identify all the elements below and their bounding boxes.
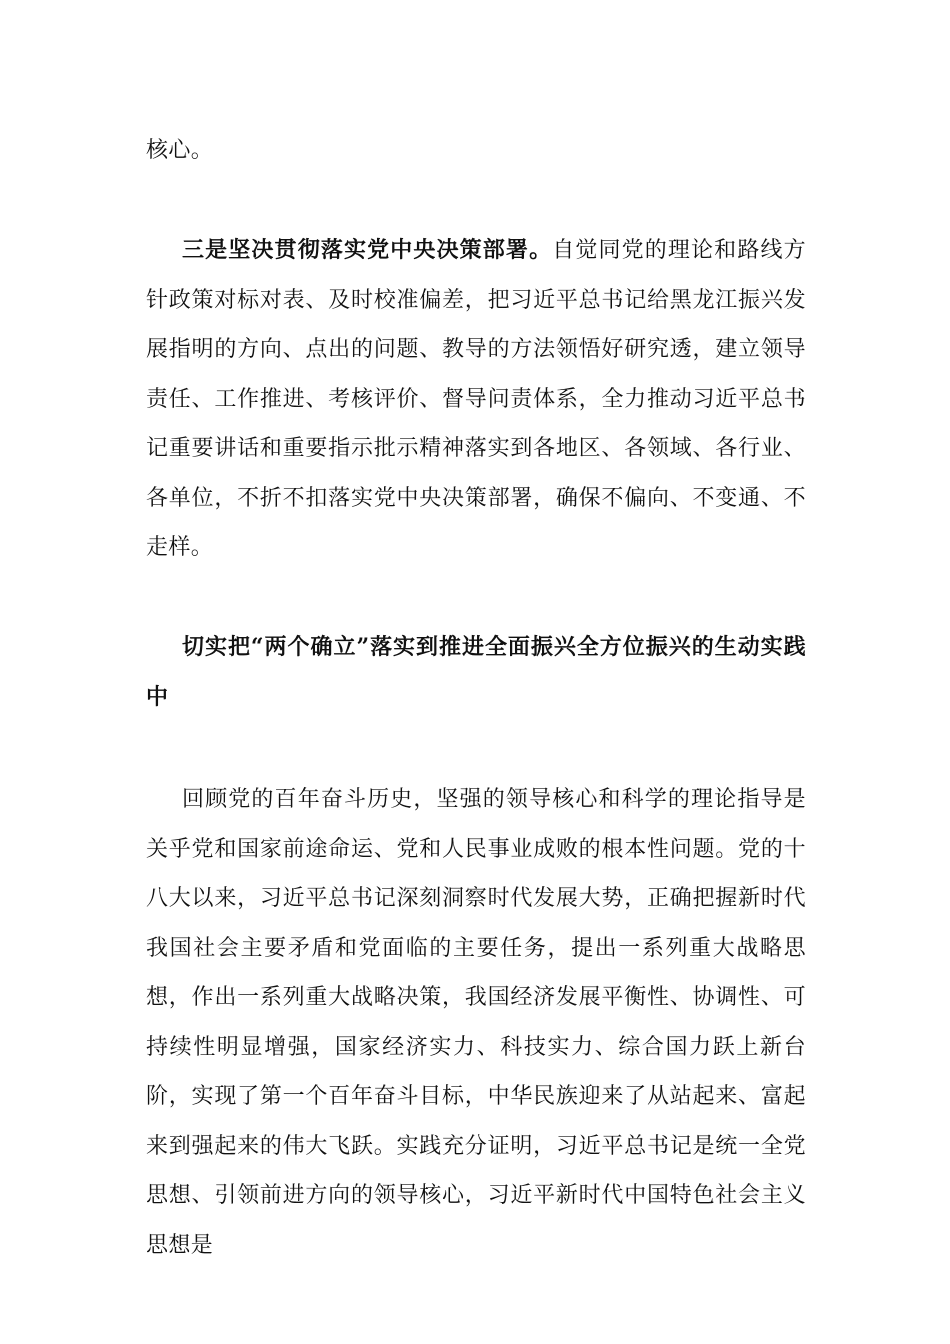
paragraph-text: 回顾党的百年奋斗历史，坚强的领导核心和科学的理论指导是关乎党和国家前途命运、党和人民事业成败的根本性问题。党的十八大以来，习近平总书记深刻洞察时代发展大势，正确把握新时代我国社会主要矛盾和党面临的主要任务，提出一系列重大战略思想，作出一系列重大战略决策，我国经济发展平衡性、协调性、可持续性明显增强，国家经济实力、科技实力、综合国力跃上新台阶，实现了第一个百年奋斗目标，中华民族迎来了从站起来、富起来到强起来的伟大飞跃。实践充分证明，习近平总书记是统一全党思想、引领前进方向的领导核心，习近平新时代中国特色社会主义思想是 bbox=[146, 787, 806, 1258]
paragraph-continuation bbox=[146, 126, 806, 176]
paragraph-text: 核心。 bbox=[146, 138, 214, 163]
paragraph-lead-sentence: 三是坚决贯彻落实党中央决策部署。 bbox=[182, 237, 553, 263]
section-heading bbox=[146, 623, 806, 722]
section-heading-text: 切实把“两个确立”落实到推进全面振兴全方位振兴的生动实践中 bbox=[146, 634, 806, 710]
paragraph-body-text: 自觉同党的理论和路线方针政策对标对表、及时校准偏差，把习近平总书记给黑龙江振兴发展指明的方向、点出的问题、教导的方法领悟好研究透，建立领导责任、工作推进、考核评价、督导问责体系，全力推动习近平总书记重要讲话和重要指示批示精神落实到各地区、各领域、各行业、各单位，不折不扣落实党中央决策部署，确保不偏向、不变通、不走样。 bbox=[146, 238, 806, 560]
paragraph-decision-deployment bbox=[146, 226, 806, 573]
paragraph-history-review bbox=[146, 775, 806, 1270]
